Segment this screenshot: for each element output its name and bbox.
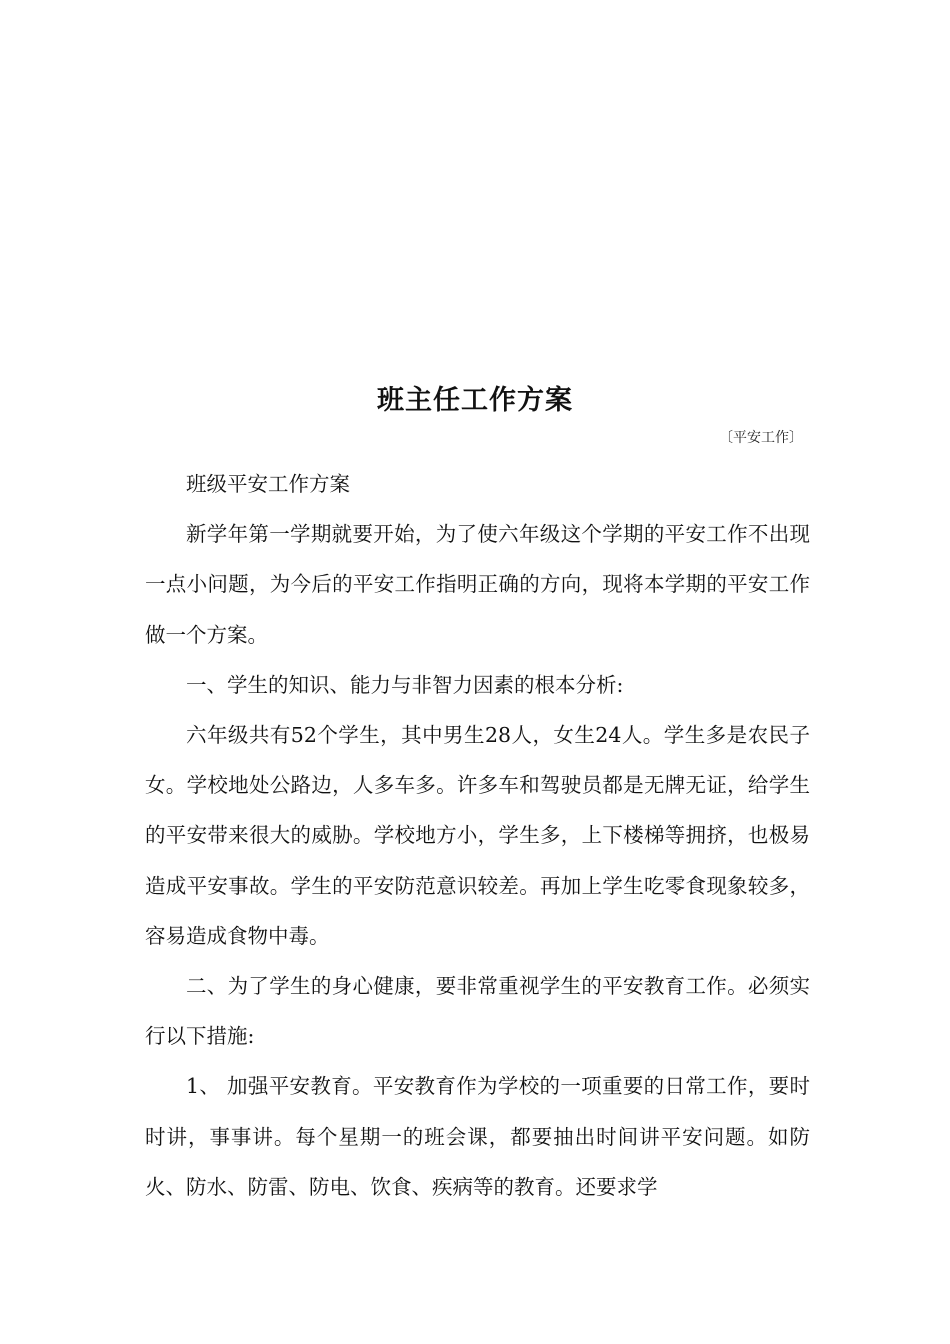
intro-paragraph: 新学年第一学期就要开始，为了使六年级这个学期的平安工作不出现一点小问题，为今后的平安工作指明正确的方向，现将本学期的平安工作做一个方案。 (145, 522, 810, 647)
analysis-paragraph: 六年级共有52个学生，其中男生28人，女生24人。学生多是农民子女。学校地处公路边，人多车多。许多车和驾驶员都是无牌无证，给学生的平安带来很大的威胁。学校地方小，学生多，上下楼梯等拥挤，也极易造成平安事故。学生的平安防范意识较差。再加上学生吃零食现象较多，容易造成食物中毒。 (145, 723, 810, 948)
measures-heading: 二、为了学生的身心健康，要非常重视学生的平安教育工作。必须实行以下措施: (145, 974, 810, 1049)
analysis-heading: 一、学生的知识、能力与非智力因素的根本分析: (186, 672, 624, 697)
document-title: 班主任工作方案 (377, 385, 573, 416)
document-body (145, 459, 810, 1212)
measure-item-1: 1、 加强平安教育。平安教育作为学校的一项重要的日常工作，要时时讲，事事讲。每个星期一的班会课，都要抽出时间讲平安问题。如防火、防水、防雷、防电、饮食、疾病等的教育。还要求学 (145, 1074, 810, 1199)
document-subtitle: 〔平安工作〕 (719, 430, 803, 446)
section-heading: 班级平安工作方案 (186, 472, 350, 496)
